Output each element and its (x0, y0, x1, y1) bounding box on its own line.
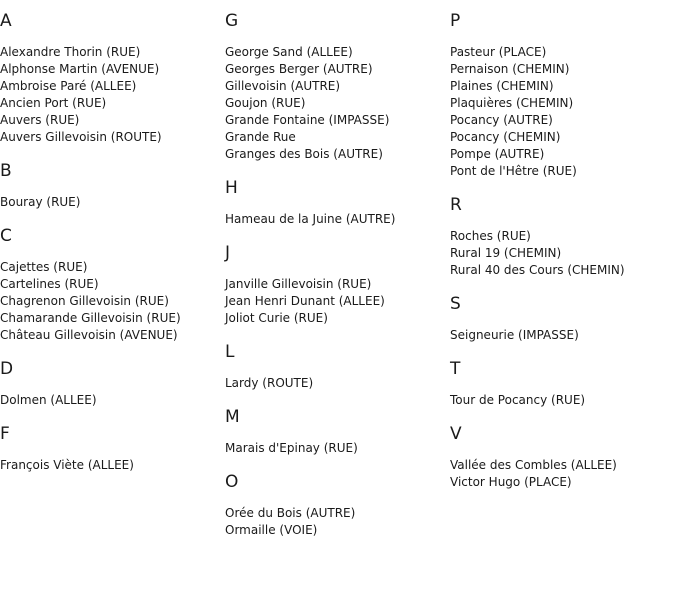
street-link[interactable]: Goujon (RUE) (225, 96, 306, 110)
letter-heading: L (225, 342, 235, 362)
letter-heading: G (225, 11, 239, 31)
street-link[interactable]: Pont de l'Hêtre (RUE) (450, 164, 577, 178)
street-link[interactable]: Alphonse Martin (AVENUE) (0, 62, 160, 76)
letter-group (0, 358, 222, 409)
street-link[interactable]: Auvers Gillevoisin (ROUTE) (0, 130, 162, 144)
letter-group (0, 225, 222, 344)
street-link[interactable]: Ambroise Paré (ALLEE) (0, 79, 137, 93)
letter-group (0, 160, 222, 211)
letter-heading: M (225, 407, 240, 427)
street-link[interactable]: Plaquières (CHEMIN) (450, 96, 574, 110)
letter-heading: H (225, 178, 238, 198)
street-link[interactable]: François Viète (ALLEE) (0, 458, 134, 472)
street-link[interactable]: Jean Henri Dunant (ALLEE) (225, 294, 385, 308)
letter-group (0, 10, 222, 146)
street-link[interactable]: Vallée des Combles (ALLEE) (450, 458, 617, 472)
letter-group (450, 358, 672, 409)
street-link[interactable]: George Sand (ALLEE) (225, 45, 353, 59)
letter-group (450, 293, 672, 344)
street-link[interactable]: Cajettes (RUE) (0, 260, 88, 274)
street-link[interactable]: Seigneurie (IMPASSE) (450, 328, 579, 342)
letter-heading: T (450, 359, 461, 379)
letter-heading: F (0, 424, 10, 444)
letter-heading: O (225, 472, 239, 492)
street-link[interactable]: Auvers (RUE) (0, 113, 80, 127)
street-link[interactable]: Georges Berger (AUTRE) (225, 62, 373, 76)
letter-heading: J (225, 243, 231, 263)
street-link[interactable]: Janville Gillevoisin (RUE) (225, 277, 372, 291)
letter-group (225, 177, 447, 228)
letter-group (0, 423, 222, 474)
street-link[interactable]: Chagrenon Gillevoisin (RUE) (0, 294, 169, 308)
letter-heading: A (0, 11, 12, 31)
street-link[interactable]: Plaines (CHEMIN) (450, 79, 554, 93)
letter-group (225, 406, 447, 457)
street-link[interactable]: Pernaison (CHEMIN) (450, 62, 570, 76)
street-link[interactable]: Rural 40 des Cours (CHEMIN) (450, 263, 625, 277)
street-link[interactable]: Marais d'Epinay (RUE) (225, 441, 358, 455)
street-link[interactable]: Rural 19 (CHEMIN) (450, 246, 562, 260)
street-link[interactable]: Ormaille (VOIE) (225, 523, 318, 537)
street-link[interactable]: Château Gillevoisin (AVENUE) (0, 328, 178, 342)
index-column-3 (450, 10, 672, 505)
letter-group (225, 341, 447, 392)
street-link[interactable]: Tour de Pocancy (RUE) (450, 393, 586, 407)
letter-group (450, 194, 672, 279)
street-link[interactable]: Dolmen (ALLEE) (0, 393, 97, 407)
street-link[interactable]: Ancien Port (RUE) (0, 96, 107, 110)
street-link[interactable]: Joliot Curie (RUE) (225, 311, 328, 325)
street-link[interactable]: Gillevoisin (AUTRE) (225, 79, 341, 93)
street-link[interactable]: Orée du Bois (AUTRE) (225, 506, 356, 520)
letter-heading: B (0, 161, 12, 181)
letter-heading: V (450, 424, 462, 444)
letter-heading: D (0, 359, 14, 379)
letter-heading: P (450, 11, 461, 31)
index-column-2 (225, 10, 447, 553)
street-link[interactable]: Alexandre Thorin (RUE) (0, 45, 141, 59)
street-link[interactable]: Pasteur (PLACE) (450, 45, 547, 59)
index-column-1 (0, 10, 222, 488)
letter-heading: S (450, 294, 461, 314)
street-link[interactable]: Roches (RUE) (450, 229, 531, 243)
letter-group (225, 10, 447, 163)
street-link[interactable]: Granges des Bois (AUTRE) (225, 147, 383, 161)
street-link[interactable]: Hameau de la Juine (AUTRE) (225, 212, 396, 226)
letter-group (450, 10, 672, 180)
letter-heading: R (450, 195, 462, 215)
street-link[interactable]: Grande Fontaine (IMPASSE) (225, 113, 390, 127)
street-link[interactable]: Grande Rue (225, 130, 296, 144)
street-link[interactable]: Pocancy (AUTRE) (450, 113, 553, 127)
street-link[interactable]: Pompe (AUTRE) (450, 147, 545, 161)
letter-group (450, 423, 672, 491)
street-link[interactable]: Victor Hugo (PLACE) (450, 475, 572, 489)
letter-group (225, 242, 447, 327)
street-link[interactable]: Bouray (RUE) (0, 195, 81, 209)
letter-heading: C (0, 226, 12, 246)
street-link[interactable]: Lardy (ROUTE) (225, 376, 314, 390)
street-link[interactable]: Cartelines (RUE) (0, 277, 99, 291)
street-link[interactable]: Pocancy (CHEMIN) (450, 130, 561, 144)
street-link[interactable]: Chamarande Gillevoisin (RUE) (0, 311, 181, 325)
letter-group (225, 471, 447, 539)
